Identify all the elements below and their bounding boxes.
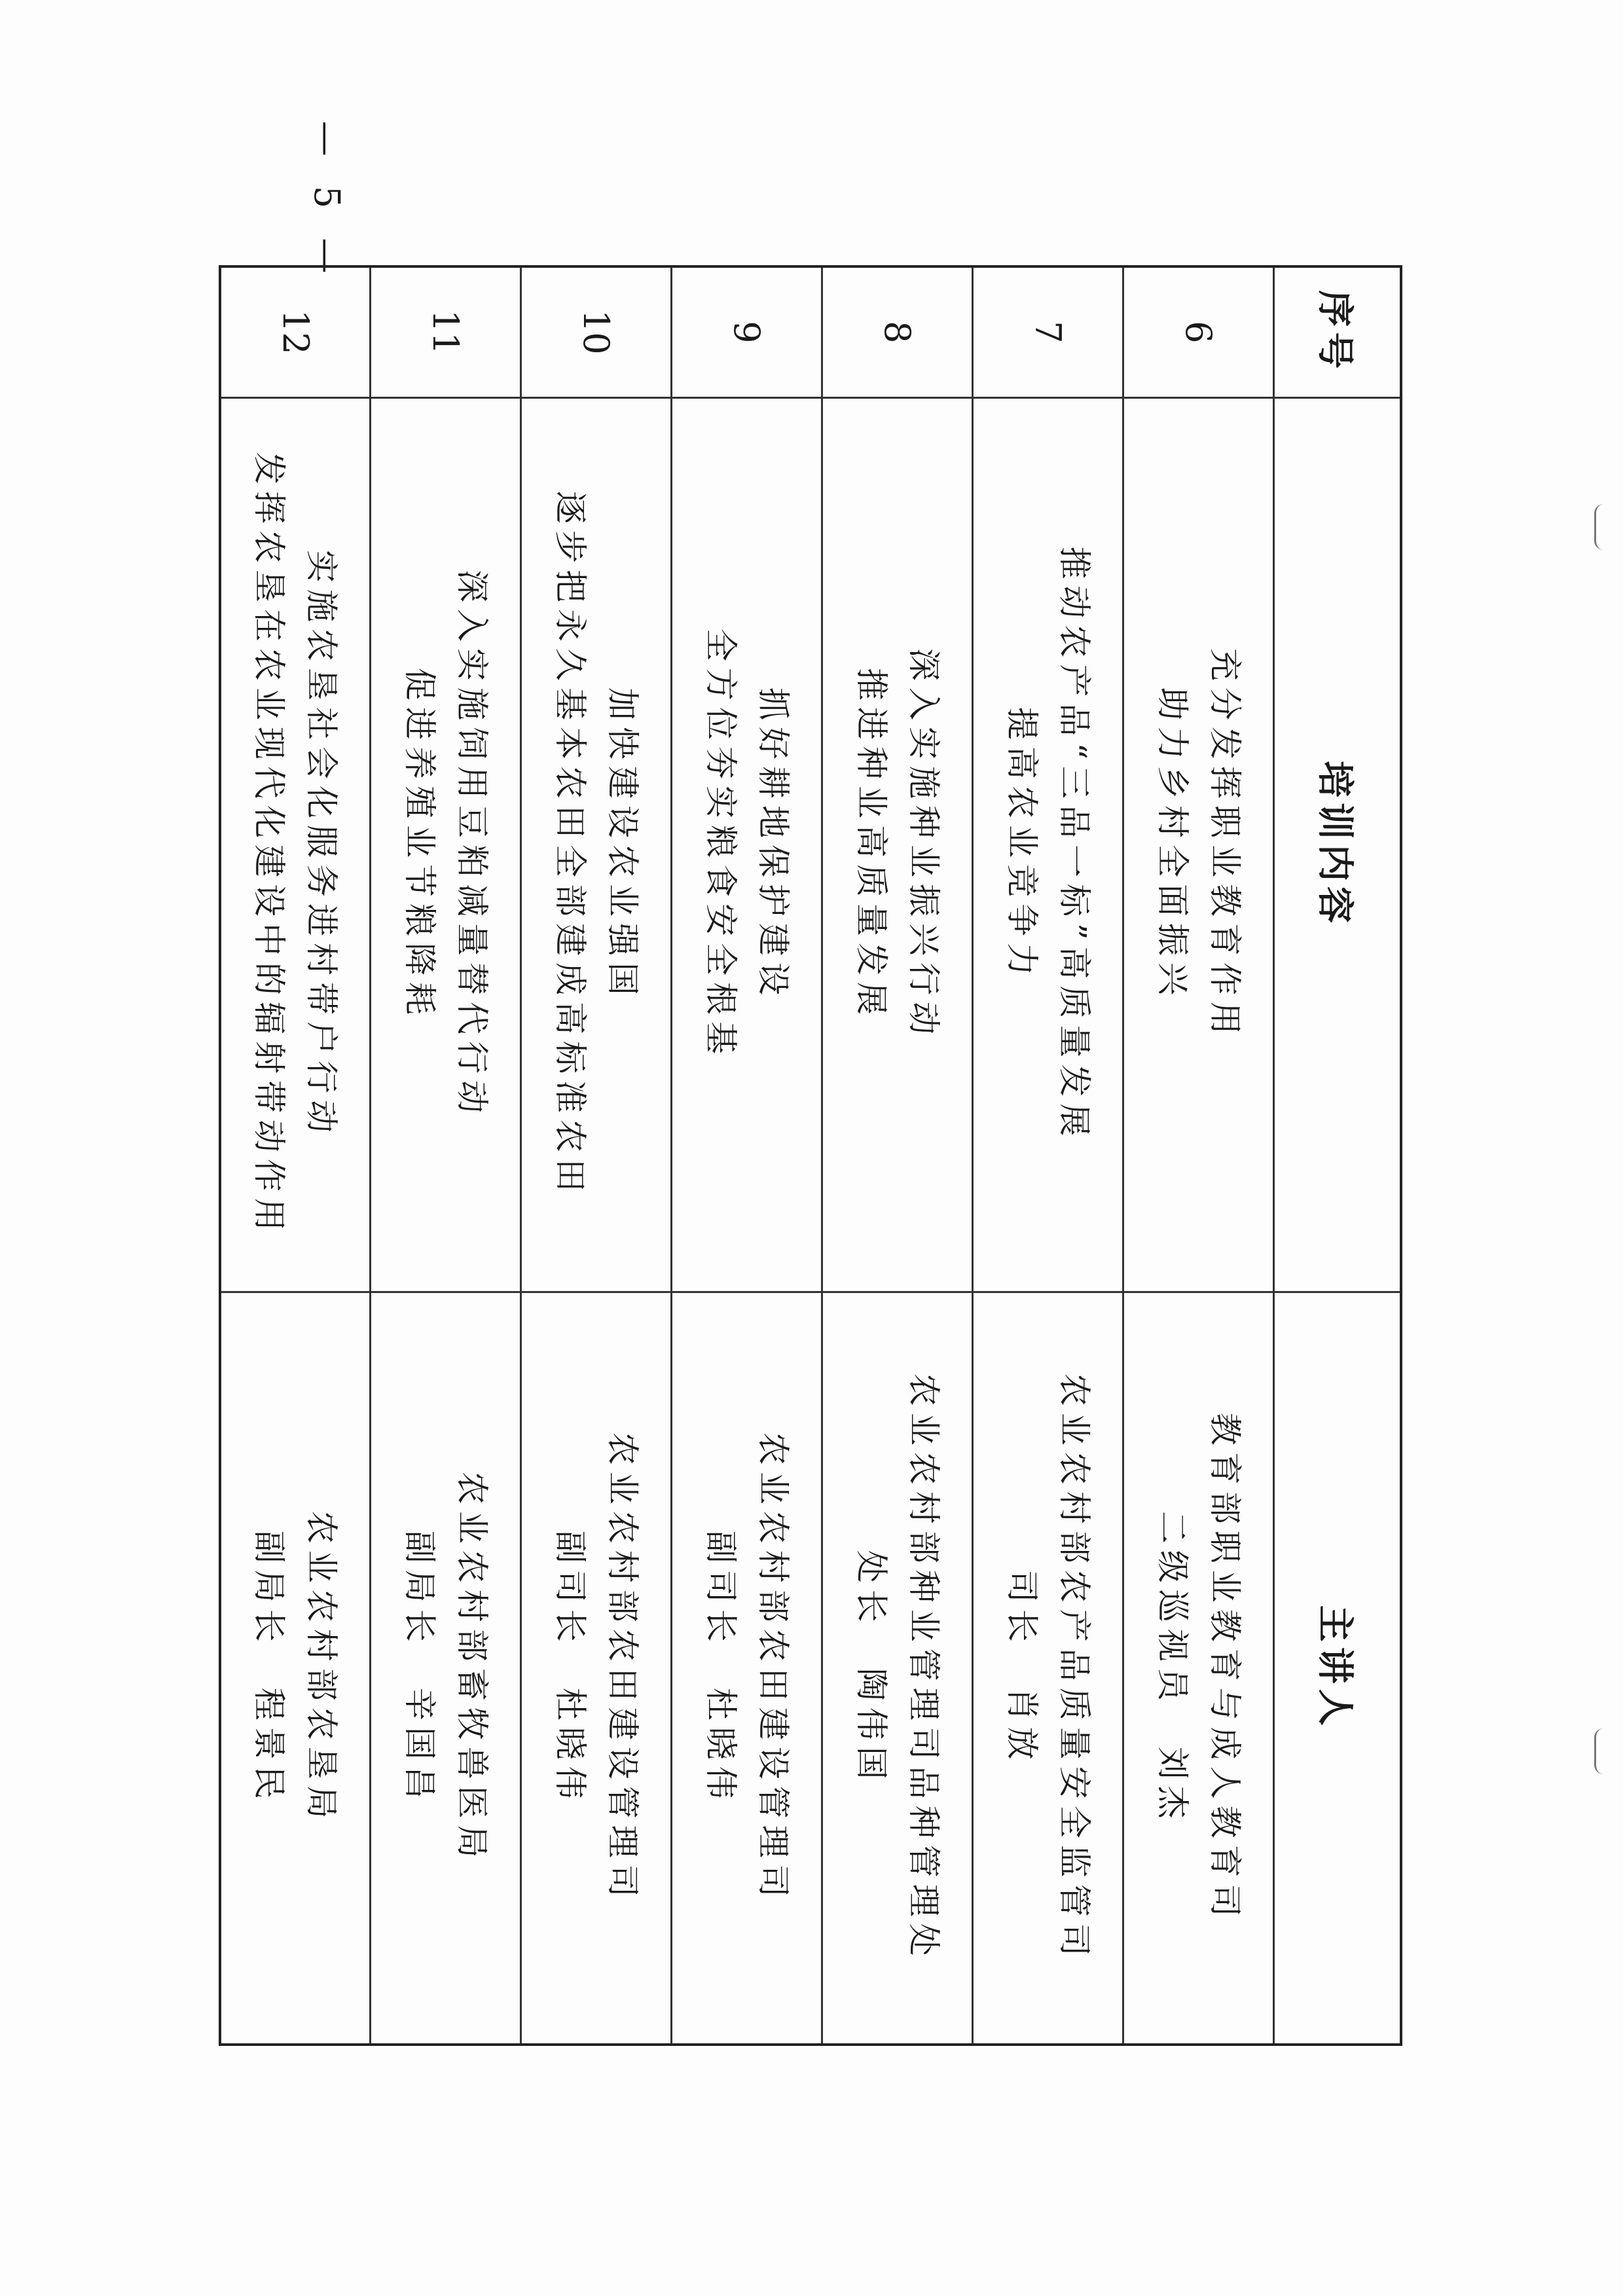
row-index: 6 — [1123, 266, 1274, 397]
content-line: 全方位夯实粮食安全根基 — [702, 629, 740, 1061]
speaker-line: 副司长 杜晓伟 — [702, 1530, 740, 1806]
table-row — [521, 266, 672, 2045]
speaker-line: 农业农村部畜牧兽医局 — [453, 1471, 491, 1865]
row-content — [220, 397, 371, 1292]
row-speaker — [822, 1292, 973, 2045]
table-row — [371, 266, 521, 2045]
table-row — [822, 266, 973, 2045]
row-index: 11 — [371, 266, 521, 397]
speaker-line: 农业农村部农产品质量安全监管司 — [1055, 1373, 1093, 1963]
row-speaker — [371, 1292, 521, 2045]
row-speaker — [973, 1292, 1123, 2045]
header-content: 培训内容 — [1274, 397, 1401, 1292]
content-line: 助力乡村全面振兴 — [1154, 687, 1192, 1002]
binding-hole-mark — [1594, 504, 1613, 550]
row-content — [1123, 397, 1274, 1292]
content-line: 推动农产品“三品一标”高质量发展 — [1055, 546, 1093, 1143]
content-line: 加快建设农业强国 — [604, 687, 642, 1002]
row-speaker — [672, 1292, 822, 2045]
table-row — [973, 266, 1123, 2045]
speaker-line: 副局长 辛国昌 — [401, 1530, 439, 1806]
rotated-table-wrapper — [250, 265, 1402, 2043]
table-row — [220, 266, 371, 2045]
binding-hole-mark — [1594, 1728, 1613, 1774]
content-line: 发挥农垦在农业现代化建设中的辐射带动作用 — [250, 452, 289, 1237]
row-content — [371, 397, 521, 1292]
row-content — [973, 397, 1123, 1292]
content-line: 抓好耕地保护建设 — [754, 687, 792, 1002]
speaker-line: 副局长 程景民 — [250, 1530, 289, 1806]
content-line: 深入实施饲用豆粕减量替代行动 — [453, 570, 491, 1120]
table-header-row — [1274, 266, 1401, 2045]
table-row — [1123, 266, 1274, 2045]
row-speaker — [1123, 1292, 1274, 2045]
speaker-line: 农业农村部农垦局 — [302, 1510, 341, 1825]
speaker-line: 农业农村部农田建设管理司 — [754, 1432, 792, 1904]
row-speaker — [220, 1292, 371, 2045]
content-line: 实施农垦社会化服务进村带户行动 — [302, 550, 341, 1139]
row-content — [672, 397, 822, 1292]
content-line: 深入实施种业振兴行动 — [905, 648, 943, 1041]
speaker-line: 教育部职业教育与成人教育司 — [1206, 1412, 1244, 1923]
training-schedule-table — [219, 265, 1402, 2046]
row-index: 12 — [220, 266, 371, 397]
speaker-line: 处长 陶伟国 — [852, 1550, 890, 1786]
content-line: 提高农业竞争力 — [1003, 707, 1041, 982]
content-line: 逐步把永久基本农田全部建成高标准农田 — [551, 491, 589, 1198]
header-index: 序号 — [1274, 266, 1401, 397]
row-index: 8 — [822, 266, 973, 397]
header-speaker: 主讲人 — [1274, 1292, 1401, 2045]
content-line: 推进种业高质量发展 — [852, 668, 890, 1021]
table-row — [672, 266, 822, 2045]
speaker-line: 司长 肖放 — [1003, 1569, 1041, 1766]
row-index: 10 — [521, 266, 672, 397]
speaker-line: 副司长 杜晓伟 — [551, 1530, 589, 1806]
row-index: 7 — [973, 266, 1123, 397]
row-content — [521, 397, 672, 1292]
content-line: 促进养殖业节粮降耗 — [401, 668, 439, 1021]
speaker-line: 农业农村部种业管理司品种管理处 — [905, 1373, 943, 1963]
row-speaker — [521, 1292, 672, 2045]
row-index: 9 — [672, 266, 822, 397]
speaker-line: 二级巡视员 刘杰 — [1154, 1510, 1192, 1825]
content-line: 充分发挥职业教育作用 — [1206, 648, 1244, 1041]
row-content — [822, 397, 973, 1292]
page-number: — 5 — — [306, 120, 348, 283]
speaker-line: 农业农村部农田建设管理司 — [604, 1432, 642, 1904]
